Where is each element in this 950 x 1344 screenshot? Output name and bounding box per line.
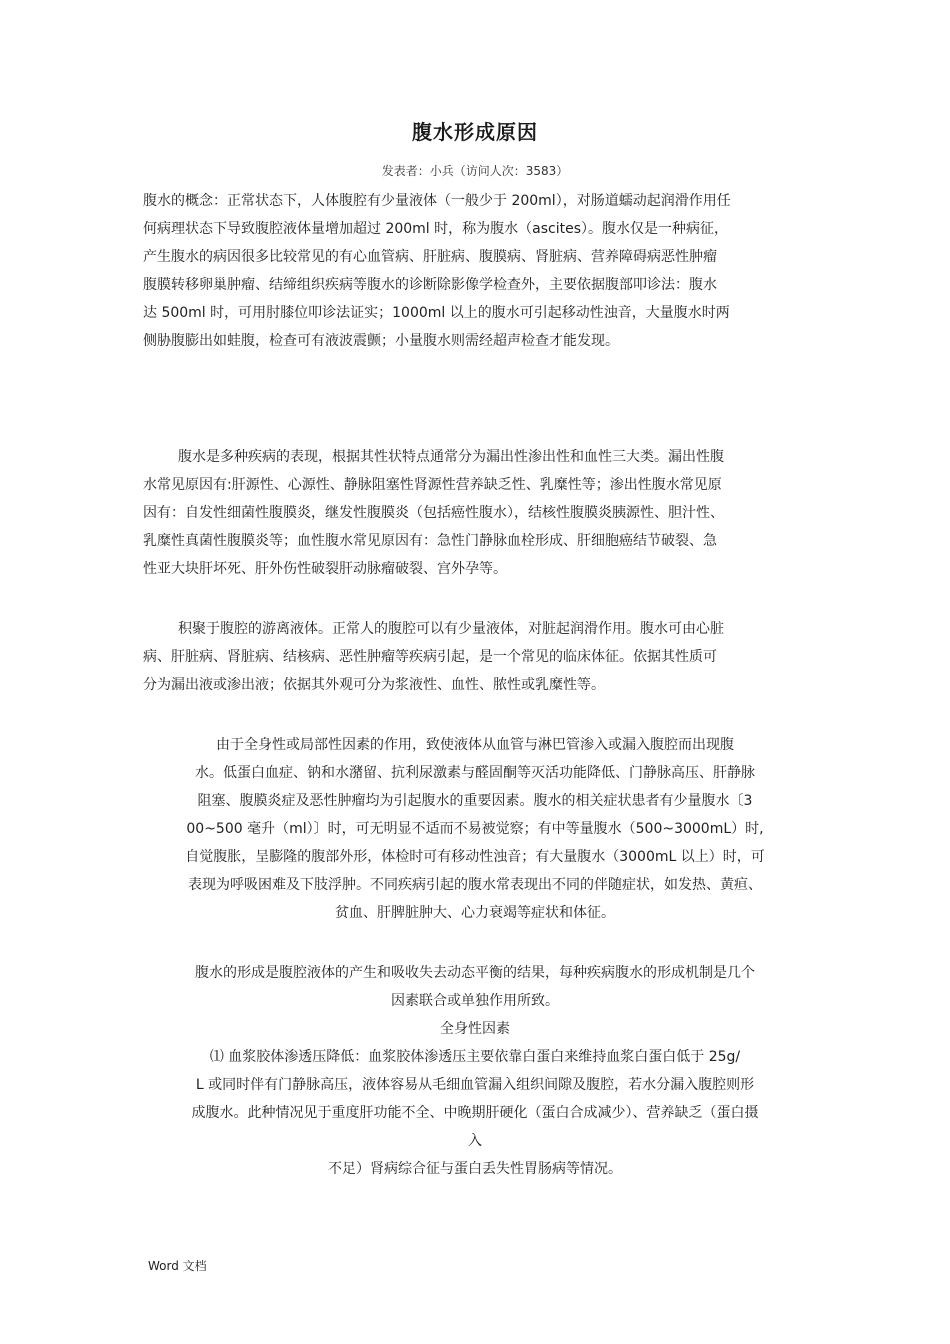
paragraph-line: 表现为呼吸困难及下肢浮肿。不同疾病引起的腹水常表现出不同的伴随症状，如发热、黄疸、: [188, 877, 762, 893]
paragraph-line: 00~500 毫升（ml）〕时，可无明显不适而不易被觉察；有中等量腹水（500~3000mL）时,: [186, 821, 764, 837]
paragraph-line: 因素联合或单独作用所致。: [391, 993, 559, 1009]
paragraph-line: 产生腹水的病因很多比较常见的有心血管病、肝脏病、腹膜病、肾脏病、营养障碍病恶性肿瘤: [143, 249, 717, 265]
document-title: 腹水形成原因: [412, 120, 538, 144]
paragraph-line: 成腹水。此种情况见于重度肝功能不全、中晚期肝硬化（蛋白合成减少）、营养缺乏（蛋白摄: [191, 1105, 759, 1121]
paragraph-line: 侧胁腹膨出如蛙腹，检查可有液波震颤；小量腹水则需经超声检查才能发现。: [143, 333, 619, 349]
paragraph-line: 腹膜转移卵巢肿瘤、结缔组织疾病等腹水的诊断除影像学检查外，主要依据腹部叩诊法：腹水: [143, 277, 717, 293]
paragraph-line: 分为漏出液或渗出液；依据其外观可分为浆液性、血性、脓性或乳糜性等。: [143, 677, 605, 693]
paragraph-line: 积聚于腹腔的游离液体。正常人的腹腔可以有少量液体，对脏起润滑作用。腹水可由心脏: [178, 621, 724, 637]
paragraph-line: ⑴ 血浆胶体渗透压降低：血浆胶体渗透压主要依靠白蛋白来维持血浆白蛋白低于 25g/: [209, 1049, 741, 1065]
paragraph-line: L 或同时伴有门静脉高压，液体容易从毛细血管漏入组织间隙及腹腔，若水分漏入腹腔则形: [195, 1077, 755, 1093]
paragraph-line: 水。低蛋白血症、钠和水潴留、抗利尿激素与醛固酮等灭活功能降低、门静脉高压、肝静脉: [195, 765, 755, 781]
byline: 发表者：小兵（访问人次：3583）: [381, 164, 569, 178]
paragraph-line: 何病理状态下导致腹腔液体量增加超过 200ml 时，称为腹水（ascites）。腹水仅是一种病征，: [143, 221, 729, 237]
paragraph-line: 性亚大块肝坏死、肝外伤性破裂肝动脉瘤破裂、宫外孕等。: [143, 561, 507, 577]
paragraph-line: 乳糜性真菌性腹膜炎等；血性腹水常见原因有：急性门静脉血栓形成、肝细胞癌结节破裂、急: [143, 533, 717, 549]
page-footer: Word 文档: [148, 1259, 207, 1273]
paragraph-line: 腹水的形成是腹腔液体的产生和吸收失去动态平衡的结果，每种疾病腹水的形成机制是几个: [195, 965, 755, 981]
paragraph-line: 阻塞、腹膜炎症及恶性肿瘤均为引起腹水的重要因素。腹水的相关症状患者有少量腹水〔3: [197, 793, 753, 809]
paragraph-line: 由于全身性或局部性因素的作用，致使液体从血管与淋巴管渗入或漏入腹腔而出现腹: [216, 737, 734, 753]
paragraph-line: 入: [468, 1133, 482, 1149]
paragraph-line: 腹水是多种疾病的表现，根据其性状特点通常分为漏出性渗出性和血性三大类。漏出性腹: [178, 449, 724, 465]
paragraph-line: 贫血、肝脾脏肿大、心力衰竭等症状和体征。: [335, 905, 615, 921]
paragraph-line: 水常见原因有:肝源性、心源性、静脉阻塞性肾源性营养缺乏性、乳糜性等；渗出性腹水常见原: [143, 477, 722, 493]
paragraph-line: 达 500ml 时，可用肘膝位叩诊法证实；1000ml 以上的腹水可引起移动性浊音，大量腹水时两: [143, 305, 730, 321]
paragraph-line: 病、肝脏病、肾脏病、结核病、恶性肿瘤等疾病引起，是一个常见的临床体征。依据其性质可: [143, 649, 717, 665]
paragraph-line: 自觉腹胀，呈膨隆的腹部外形，体检时可有移动性浊音；有大量腹水（3000mL 以上）时，可: [185, 849, 765, 865]
paragraph-line: 不足）肾病综合征与蛋白丢失性胃肠病等情况。: [328, 1161, 622, 1177]
section-heading: 全身性因素: [440, 1021, 510, 1037]
paragraph-line: 因有：自发性细菌性腹膜炎，继发性腹膜炎（包括癌性腹水），结核性腹膜炎胰源性、胆汁性、: [143, 505, 724, 521]
paragraph-line: 腹水的概念：正常状态下，人体腹腔有少量液体（一般少于 200ml），对肠道蠕动起润滑作用任: [143, 193, 731, 209]
